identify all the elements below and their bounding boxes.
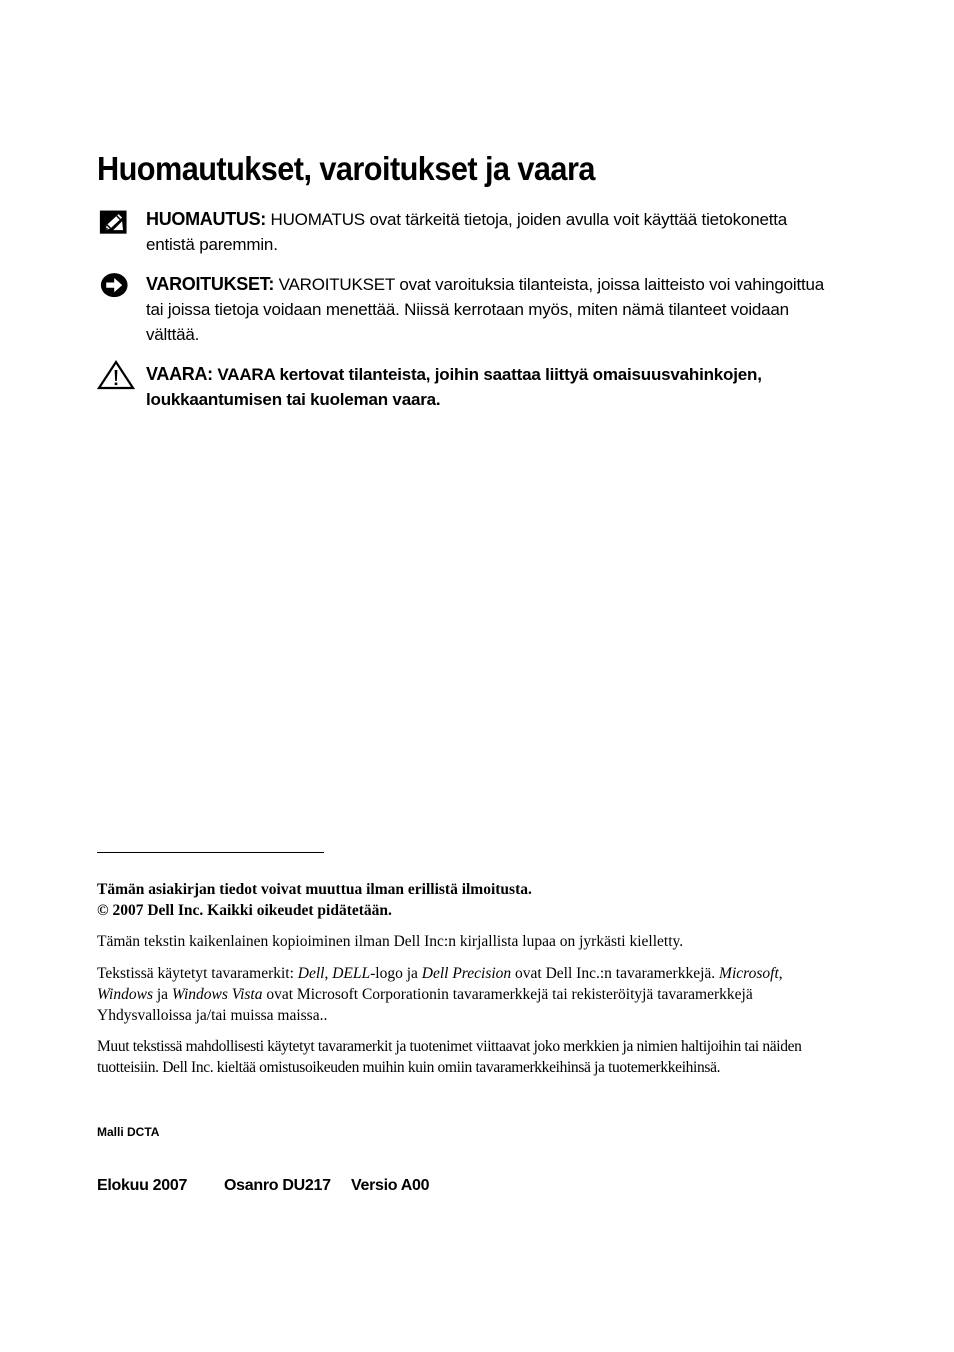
trademarks-dell-owner: ovat Dell Inc.:n tavaramerkkejä. — [511, 965, 720, 982]
trademarks-logo-text: -logo ja — [370, 965, 422, 982]
note-label: HUOMAUTUS: — [146, 209, 266, 229]
reproduction-text: Tämän tekstin kaikenlainen kopioiminen ilman Dell Inc:n kirjallista lupaa on jyrkästi kielletty. — [97, 933, 684, 950]
trademark-microsoft: Microsoft — [719, 965, 779, 982]
trademarks-text — [97, 963, 832, 1026]
trademark-windows: Windows — [97, 986, 153, 1003]
trademarks-and: ja — [152, 986, 172, 1003]
trademark-separator: , — [324, 965, 333, 982]
warning-triangle-icon — [97, 360, 135, 390]
footer-part-number: Osanro DU217 — [224, 1177, 331, 1194]
trademark-separator: , — [778, 965, 783, 982]
trademarks-block — [97, 963, 832, 1026]
disclaimer-text: Tämän asiakirjan tiedot voivat muuttua ilman erillistä ilmoitusta. — [97, 881, 532, 898]
reproduction-block — [97, 931, 832, 952]
trademark-dell-precision: Dell Precision — [421, 965, 512, 982]
note-text: HUOMATUS ovat tärkeitä tietoja, joiden avulla voit käyttää tietokonetta entistä paremmin. — [146, 210, 788, 254]
warning-label: VAARA: — [146, 364, 213, 384]
trademark-dell-logo: DELL — [332, 965, 371, 982]
footer-version: Versio A00 — [351, 1177, 430, 1194]
trademark-windows-vista: Windows Vista — [171, 986, 263, 1003]
page-title: Huomautukset, varoitukset ja vaara — [97, 150, 595, 187]
footnote-divider — [97, 852, 324, 853]
document-footer — [97, 1177, 429, 1195]
caution-arrow-icon — [100, 272, 132, 300]
note-notice — [97, 207, 837, 257]
pencil-note-icon — [99, 209, 131, 237]
warning-text: VAARA kertovat tilanteista, joihin saattaa liittyä omaisuusvahinkojen, loukkaantumisen tai kuoleman vaara. — [146, 365, 762, 409]
model-number: Malli DCTA — [97, 1125, 160, 1139]
warning-notice — [97, 362, 837, 412]
footer-date: Elokuu 2007 — [97, 1177, 188, 1194]
caution-text: VAROITUKSET ovat varoituksia tilanteista, joissa laitteisto voi vahingoittua tai joissa tietoja voidaan menettää. Niissä kerrotaan myös, miten nämä tilanteet voidaan välttää. — [146, 275, 825, 344]
trademarks-intro: Tekstissä käytetyt tavaramerkit: — [97, 965, 298, 982]
trademark-dell: Dell — [297, 965, 325, 982]
copyright-text: © 2007 Dell Inc. Kaikki oikeudet pidätetään. — [97, 902, 392, 919]
other-marks-block — [97, 1036, 832, 1078]
legal-disclaimer-block — [97, 879, 832, 921]
trademarks-microsoft-owner: ovat Microsoft Corporationin tavaramerkkejä tai rekisteröityjä tavaramerkkejä Yhdysvalloissa ja/tai muissa maissa.. — [97, 986, 753, 1024]
warning-body — [146, 362, 837, 412]
note-body — [146, 207, 837, 257]
caution-label: VAROITUKSET: — [146, 274, 275, 294]
other-marks-text: Muut tekstissä mahdollisesti käytetyt tavaramerkit ja tuotenimet viittaavat joko merkkien ja nimien haltijoihin tai näiden tuotteisiin. Dell Inc. kieltää omistusoikeuden muihin kuin omiin tavaramerkkeihinsä ja tuotemerkkeihinsä. — [97, 1038, 802, 1076]
caution-notice — [97, 272, 837, 347]
caution-body — [146, 272, 837, 347]
